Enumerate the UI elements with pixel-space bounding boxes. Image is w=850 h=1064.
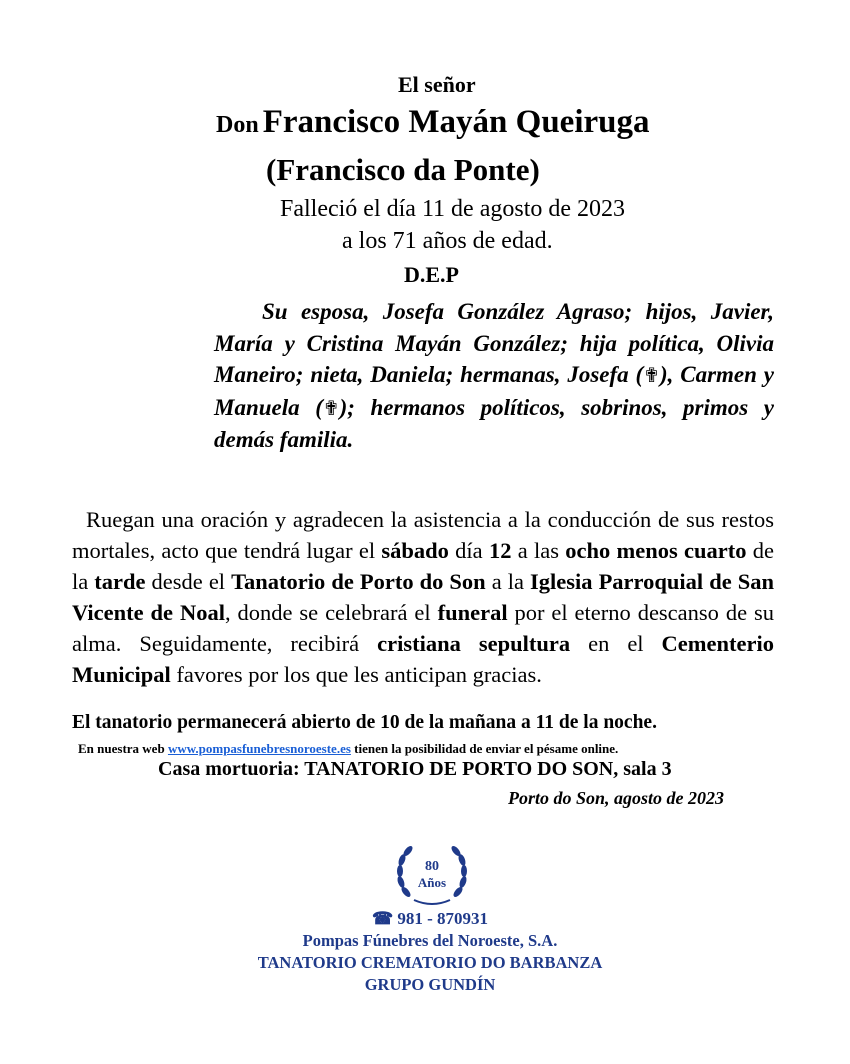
notice-funeral: funeral (437, 600, 508, 625)
opening-hours: El tanatorio permanecerá abierto de 10 de la mañana a 11 de la noche. (72, 712, 657, 733)
tanatorio-name: TANATORIO CREMATORIO DO BARBANZA (257, 953, 603, 972)
website-link[interactable]: www.pompasfunebresnoroeste.es (167, 741, 351, 756)
notice-church: Iglesia Parroquial de San Vicente de Noal (72, 569, 775, 625)
phone-line (200, 908, 660, 930)
notice-burial: cristiana sepultura (377, 631, 571, 656)
notice-text: a la (485, 569, 531, 594)
logo-word: Años (417, 875, 447, 890)
ceremony-notice (72, 504, 774, 690)
funeral-home: Casa mortuoria: TANATORIO DE PORTO DO SON, sala 3 (158, 758, 672, 780)
notice-text: a las (511, 538, 566, 563)
family-text-1: Su esposa, Josefa González Agraso; hijos, Javier, María y Cristina Mayán González; hija política, Olivia Maneiro; nieta, Daniela; hermanas, Josefa ( (214, 299, 774, 387)
dep-label: D.E.P (404, 262, 459, 287)
notice-origin: Tanatorio de Porto do Son (231, 569, 486, 594)
web-suffix: tienen la posibilidad de enviar el pésame online. (350, 741, 619, 756)
logo-number: 80 (425, 859, 439, 874)
family-text-2: ), Carmen y Manuela ( (214, 362, 774, 420)
web-notice (78, 741, 618, 757)
notice-text: de la (72, 538, 774, 594)
age-line: a los 71 años de edad. (342, 228, 553, 254)
group-name: GRUPO GUNDÍN (364, 975, 496, 994)
cross-icon: ✟ (643, 363, 660, 387)
notice-text: desde el (145, 569, 232, 594)
notice-time: ocho menos cuarto (565, 538, 747, 563)
notice-text: favores por los que les anticipan gracias. (170, 662, 542, 687)
salutation: El señor (398, 72, 476, 97)
place-date: Porto do Son, agosto de 2023 (508, 788, 725, 808)
notice-text: por el eterno descanso de su alma. Seguidamente, recibirá (72, 600, 774, 656)
notice-text: en el (570, 631, 662, 656)
web-prefix: En nuestra web (78, 741, 168, 756)
anniversary-laurel-logo (392, 840, 472, 910)
full-name: Francisco Mayán Queiruga (262, 104, 650, 140)
honorific: Don (216, 112, 259, 138)
phone-number: 981 - 870931 (397, 909, 489, 928)
telephone-icon: ☎ (371, 909, 394, 928)
notice-text: día (448, 538, 489, 563)
death-date-line: Falleció el día 11 de agosto de 2023 (280, 196, 626, 222)
notice-day: sábado (381, 538, 449, 563)
notice-text: , donde se celebrará el (224, 600, 438, 625)
cross-icon: ✟ (322, 395, 340, 420)
notice-text: Ruegan una oración y agradecen la asistencia a la conducción de sus restos mortales, acto que tendrá lugar el (72, 507, 774, 563)
family-text-3: ); hermanos políticos, sobrinos, primos y demás familia. (214, 394, 774, 452)
alias-name: (Francisco da Ponte) (266, 152, 540, 187)
notice-cemetery: Cementerio Municipal (72, 631, 774, 687)
company-footer (200, 908, 660, 996)
family-list (214, 296, 774, 456)
deceased-name (216, 104, 650, 141)
notice-period: tarde (94, 569, 146, 594)
company-name: Pompas Fúnebres del Noroeste, S.A. (302, 931, 558, 950)
notice-date: 12 (488, 538, 512, 563)
